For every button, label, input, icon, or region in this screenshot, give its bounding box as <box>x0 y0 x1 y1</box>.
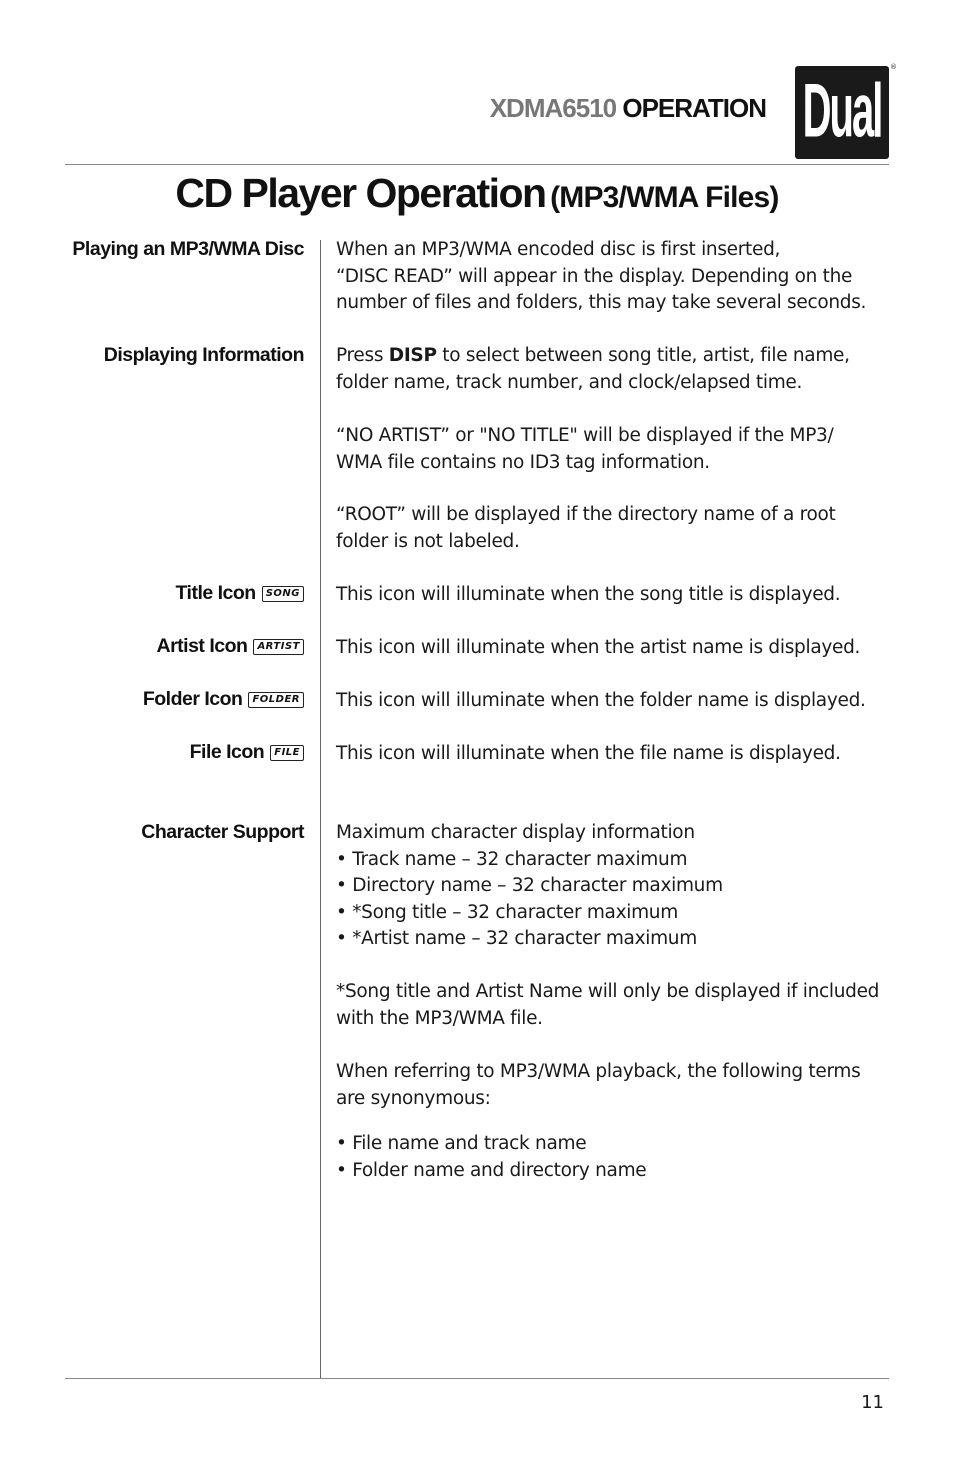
label-title-icon-text: Title Icon <box>175 582 256 604</box>
label-playing <box>72 238 304 261</box>
disp-button-name: DISP <box>388 345 437 366</box>
text-playing <box>336 237 866 317</box>
text-root <box>336 502 835 555</box>
text-line: “DISC READ” will appear in the display. Depending on the <box>336 265 853 287</box>
page-title <box>0 170 954 217</box>
model-number: XDMA6510 <box>489 93 617 123</box>
text-folder-icon <box>336 688 866 715</box>
bottom-rule <box>65 1378 889 1379</box>
dual-logo <box>795 66 889 159</box>
text-line: folder is not labeled. <box>336 530 520 552</box>
text-line: This icon will illuminate when the file name is displayed. <box>336 743 841 764</box>
text-artist-icon <box>336 635 860 662</box>
label-displaying <box>104 344 304 367</box>
text-file-icon <box>336 741 841 768</box>
list-item: • File name and track name <box>336 1133 587 1154</box>
list-item: • Folder name and directory name <box>336 1159 647 1181</box>
label-artist-icon-text: Artist Icon <box>156 635 248 657</box>
text-line: When an MP3/WMA encoded disc is first inserted, <box>336 239 781 260</box>
label-file-icon-text: File Icon <box>189 741 265 763</box>
label-file-icon <box>190 741 304 764</box>
text-line: are synonymous: <box>336 1087 491 1109</box>
list-item: • Track name – 32 character maximum <box>336 848 688 870</box>
text-line: When referring to MP3/WMA playback, the following terms <box>336 1061 861 1082</box>
song-icon: SONG <box>262 586 304 602</box>
page-title-sub: (MP3/WMA Files) <box>550 181 779 214</box>
artist-icon: ARTIST <box>253 639 304 655</box>
file-icon: FILE <box>270 745 304 761</box>
header-operation: OPERATION <box>622 93 766 123</box>
logo-text: Dual <box>802 69 882 154</box>
text-line: Maximum character display information <box>336 822 695 843</box>
press-text: Press <box>336 345 389 366</box>
text-no-artist <box>336 423 833 476</box>
label-character-support-text: Character Support <box>141 821 304 843</box>
list-item: • Directory name – 32 character maximum <box>336 875 723 896</box>
list-item: • *Artist name – 32 character maximum <box>336 928 697 949</box>
header-title <box>490 93 766 124</box>
text-terms <box>336 1059 860 1112</box>
text-line-rest: to select between song title, artist, file name, <box>436 345 850 366</box>
text-line: “NO ARTIST” or "NO TITLE" will be displayed if the MP3/ <box>336 425 834 446</box>
top-rule <box>65 164 889 165</box>
registered-mark: ® <box>890 63 897 71</box>
text-line: *Song title and Artist Name will only be displayed if included <box>336 981 880 1002</box>
text-line <box>336 343 850 370</box>
folder-icon: FOLDER <box>248 692 304 708</box>
label-folder-icon <box>143 688 304 711</box>
page-number: 11 <box>861 1392 884 1413</box>
list-item: • *Song title – 32 character maximum <box>336 901 678 923</box>
label-artist-icon <box>157 635 305 658</box>
text-character-list <box>336 820 723 953</box>
page-title-main: CD Player Operation <box>175 170 546 216</box>
text-line: with the MP3/WMA file. <box>336 1007 543 1029</box>
label-character-support <box>141 821 304 844</box>
text-line: folder name, track number, and clock/elapsed time. <box>336 371 803 393</box>
text-title-icon <box>336 582 840 609</box>
label-displaying-text: Displaying Information <box>103 344 304 366</box>
column-divider <box>320 240 321 1378</box>
text-line: number of files and folders, this may take several seconds. <box>336 292 867 313</box>
label-title-icon <box>175 582 304 605</box>
text-line: This icon will illuminate when the artist name is displayed. <box>336 637 861 658</box>
text-line: This icon will illuminate when the folder name is displayed. <box>336 690 866 711</box>
text-line: WMA file contains no ID3 tag information. <box>336 451 710 473</box>
text-line: “ROOT” will be displayed if the directory name of a root <box>336 504 836 525</box>
text-displaying <box>336 343 850 396</box>
text-line: This icon will illuminate when the song title is displayed. <box>336 584 841 605</box>
label-playing-text: Playing an MP3/WMA Disc <box>72 238 304 260</box>
text-synonyms <box>336 1131 646 1184</box>
label-folder-icon-text: Folder Icon <box>142 688 243 710</box>
text-character-note <box>336 979 879 1032</box>
